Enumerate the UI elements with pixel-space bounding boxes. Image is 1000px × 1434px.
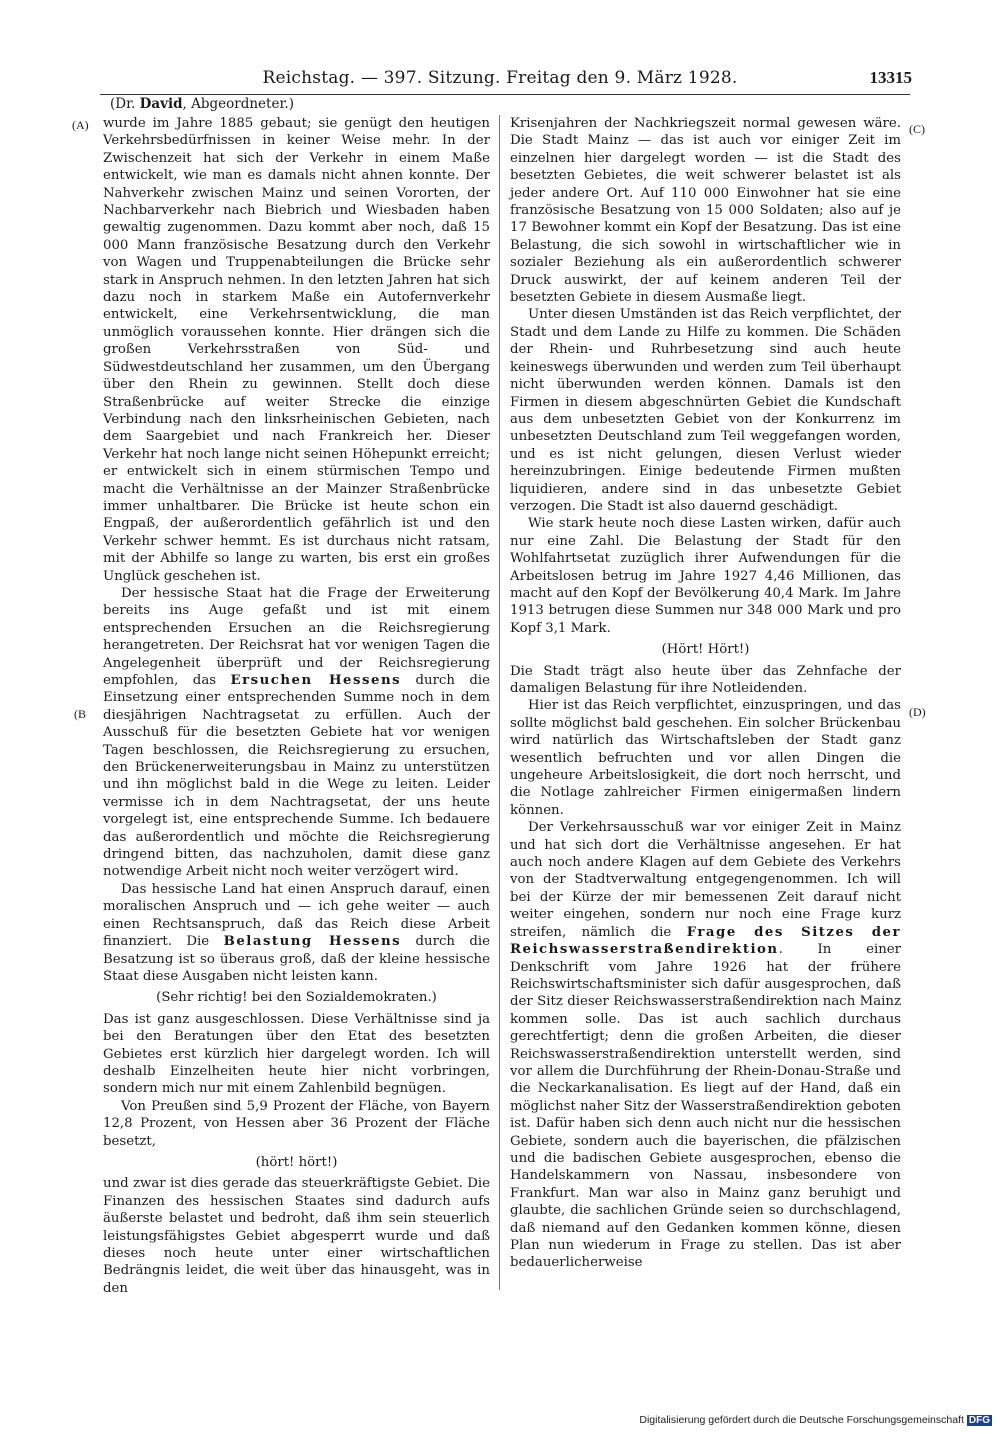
running-title: Reichstag. — 397. Sitzung. Freitag den 9. März 1928.	[262, 68, 738, 88]
right-paragraph-4: Die Stadt trägt also heute über das Zehnfache der damaligen Belastung für ihre Notleidenden.	[510, 663, 901, 696]
left-paragraph-6: und zwar ist dies gerade das steuerkräftigste Gebiet. Die Finanzen des hessischen Staates sind dadurch aufs äußerste belastet und bedroht, daß ihm sein steuerlich leistungsfähigstes Gebiet abgesperrt wurde und daß dieses noch heute unter einer wirtschaftlichen Bedrängnis leidet, die weit über das hinausgeht, was in den	[103, 1176, 490, 1296]
margin-marker-d: (D)	[909, 705, 926, 719]
interjection-hoert-hoert-right: (Hört! Hört!)	[661, 642, 750, 658]
speaker-line	[110, 96, 294, 112]
right-paragraph-5: Hier ist das Reich verpflichtet, einzuspringen, und das sollte möglichst bald geschehen. Ein solcher Brückenbau wird natürlich das Wirtschaftsleben der Stadt ganz wesentlich befruchten und vor allen Dingen die ungeheure Arbeitslosigkeit, die dort noch herrscht, und die Notlage zahlreicher Firmen einigermaßen lindern können.	[510, 698, 901, 818]
margin-marker-c: (C)	[909, 122, 925, 136]
left-paragraph-2-text-a: Der hessische Staat hat die Frage der Erweiterung bereits ins Auge gefaßt und ist mit einem entsprechenden Ersuchen an die Reichsregierung herangetreten. Der Reichsrat hat vor wenigen Tagen die Angelegenheit überprüft und der Reichsregierung empfohlen, das	[103, 585, 490, 688]
header-rule	[100, 94, 910, 95]
left-paragraph-1: wurde im Jahre 1885 gebaut; sie genügt den heutigen Verkehrsbedürfnissen in keiner Weise mehr. In der Zwischenzeit hat sich der Verkehr in einem Maße entwickelt, wie man es damals nicht ahnen konnte. Der Nahverkehr zwischen Mainz und seinen Vororten, der Nachbarverkehr nach Biebrich und Wiesbaden haben gewaltig zugenommen. Dazu kommt aber noch, daß 15 000 Mann französische Besatzung durch den Verkehr von Wagen und Truppenabteilungen die Brücke sehr stark in Anspruch nehmen. In den letzten Jahren hat sich dazu noch in starkem Maße ein Autofernverkehr entwickelt, eine Verkehrsentwicklung, die man unmöglich voraussehen konnte. Hier drängen sich die großen Verkehrsstraßen von Süd- und Südwestdeutschland her zusammen, um den Übergang über den Rhein zu gewinnen. Stellt doch diese Straßenbrücke auf weiter Strecke die einzige Verbindung nach den linksrheinischen Gebieten, nach dem Saargebiet und nach Frankreich her. Dieser Verkehr hat noch lange nicht seinen Höhepunkt erreicht; er entwickelt sich in einem stürmischen Tempo und macht die Verhältnisse an der Mainzer Straßenbrücke immer unhaltbarer. Die Brücke ist heute schon ein Engpaß, der außerordentlich gefährlich ist und den Verkehr schwer hemmt. Es ist durchaus nicht ratsam, mit der Abhilfe so lange zu warten, bis erst ein großes Unglück geschehen ist.	[103, 116, 490, 584]
right-column	[510, 115, 901, 1272]
left-paragraph-5: Von Preußen sind 5,9 Prozent der Fläche, von Bayern 12,8 Prozent, von Hessen aber 36 Prozent der Fläche besetzt,	[103, 1098, 490, 1149]
page-number: 13315	[869, 68, 912, 87]
page-header	[0, 68, 1000, 94]
dfg-logo: DFG	[968, 1415, 990, 1426]
left-paragraph-4: Das ist ganz ausgeschlossen. Diese Verhältnisse sind ja bei den Beratungen über den Etat des besetzten Gebietes erst kürzlich hier dargelegt worden. Ich will deshalb Einzelheiten heute hier nicht vorbringen, sondern mich nur mit einem Zahlenbild begnügen.	[103, 1011, 490, 1097]
emphasis-belastung-hessens: Belastung Hessens	[223, 934, 402, 950]
right-paragraph-1: Krisenjahren der Nachkriegszeit normal gewesen wäre. Die Stadt Mainz — das ist auch vor einiger Zeit im einzelnen hier dargelegt worden — ist die Stadt des besetzten Gebietes, die weit schwerer belastet ist als jeder andere Ort. Auf 110 000 Einwohner hat sie eine französische Besatzung von 15 000 Soldaten; also auf je 17 Bewohner kommt ein Kopf der Besatzung. Das ist eine Belastung, die sich sowohl in wirtschaftlicher wie in sozialer Beziehung als ein außerordentlich schwerer Druck auswirkt, der auf keinem anderen Teil der besetzten Gebiete in diesem Ausmaße liegt.	[510, 116, 901, 306]
right-paragraph-3: Wie stark heute noch diese Lasten wirken, dafür auch nur eine Zahl. Die Belastung der Stadt für den Wohlfahrtsetat zuzüglich ihrer Aufwendungen für die Arbeitslosen betrug im Jahre 1927 4,46 Millionen, das macht auf den Kopf der Bevölkerung 40,4 Mark. Im Jahre 1913 betrugen diese Summen nur 348 000 Mark und pro Kopf 3,1 Mark.	[510, 516, 901, 636]
emphasis-ersuchen-hessens: Ersuchen Hessens	[230, 673, 402, 688]
right-paragraph-6-text-a: Der Verkehrsausschuß war vor einiger Zeit in Mainz und hat sich dort die Verhältnisse angesehen. Er hat auch noch andere Klagen auf dem Gebiete des Verkehrs von der Stadtverwaltung entgegengenommen. Ich will bei der Kürze der mir bemessenen Zeit darauf nicht weiter eingehen, sondern nur noch eine Frage kurz streifen, nämlich die	[510, 820, 901, 940]
margin-marker-a: (A)	[72, 118, 89, 132]
left-column	[103, 115, 490, 1297]
column-divider	[499, 115, 500, 1290]
left-paragraph-2-text-c: durch die Einsetzung einer entsprechenden Summe noch in dem diesjährigen Nachtragsetat zu erfüllen. Auch der Ausschuß für die besetzten Gebiete hat vor wenigen Tagen beschlossen, die Reichsregierung zu ersuchen, den Brückenerweiterungsbau in Mainz zu unterstützen und ihn möglichst bald in die Wege zu leiten. Leider vermisse ich in dem Nachtragsetat, der uns heute vorgelegt ist, eine entsprechende Summe. Ich bedauere das außerordentlich und möchte die Reichsregierung dringend bitten, das nachzuholen, damit diese ganz notwendige Arbeit nicht noch weiter verzögert wird.	[103, 673, 490, 880]
margin-marker-b: (B	[74, 707, 86, 721]
left-paragraph-3-text-c: durch die Besatzung ist so überaus groß, daß der kleine hessische Staat diese Ausgaben nicht leisten kann.	[103, 934, 491, 984]
interjection-sehr-richtig: (Sehr richtig! bei den Sozialdemokraten.)	[156, 990, 437, 1006]
left-paragraph-2	[103, 585, 490, 881]
left-paragraph-3	[103, 881, 490, 985]
footer-credit	[639, 1414, 992, 1426]
speaker-suffix: , Abgeordneter.)	[182, 96, 294, 112]
footer-text: Digitalisierung gefördert durch die Deutsche Forschungsgemeinschaft	[639, 1414, 964, 1426]
emphasis-reichswasserstrassendirektion: Frage des Sitzes der Reichswasserstraßendirektion	[510, 924, 901, 958]
speaker-prefix: (Dr.	[110, 96, 140, 112]
speaker-name: David	[139, 96, 183, 112]
right-paragraph-2: Unter diesen Umständen ist das Reich verpflichtet, der Stadt und dem Lande zu Hilfe zu kommen. Die Schäden der Rhein- und Ruhrbesetzung sind auch heute keineswegs überwunden und werden zum Teil überhaupt nicht überwunden werden können. Damals ist den Firmen in diesem abgeschnürten Gebiet die Kundschaft aus dem unbesetzten Gebiet von der Konkurrenz im unbesetzten Deutschland zum Teil weggefangen worden, und es ist nicht gelungen, diesen Verlust wieder hereinzubringen. Einige bedeutende Firmen mußten liquidieren, andere sind in das unbesetzte Gebiet verzogen. Die Stadt ist also dauernd geschädigt.	[510, 307, 901, 514]
right-paragraph-6-text-c: . In einer Denkschrift vom Jahre 1926 hat der frühere Reichswirtschaftsminister sich dafür ausgesprochen, daß der Sitz dieser Reichswasserstraßendirektion nach Mainz kommen solle. Das ist auch sachlich durchaus gerechtfertigt; denn die großen Arbeiten, die dieser Reichswasserstraßendirektion unterstellt werden, sind vor allem die Durchführung der Rhein-Donau-Straße und die Neckarkanalisation. Es liegt auf der Hand, daß ein möglichst naher Sitz der Wasserstraßendirektion geboten ist. Dafür haben sich denn auch nicht nur die hessischen Gebiete, sondern auch die bayerischen, die pfälzischen und die badischen Gebiete ausgesprochen, ebenso die Handelskammern von Nassau, insbesondere von Frankfurt. Man war also in Mainz ganz beruhigt und glaubte, die sachlichen Gründe seien so durchschlagend, daß niemand auf den Gedanken kommen könne, diesen Plan nun wiederum in Frage zu stellen. Das ist aber bedauerlicherweise	[510, 942, 901, 1271]
interjection-hoert-hoert-left: (hört! hört!)	[255, 1154, 338, 1170]
right-paragraph-6	[510, 819, 901, 1272]
left-paragraph-3-text-a: Das hessische Land hat einen Anspruch darauf, einen moralischen Anspruch und — ich gehe weiter — auch einen Rechtsanspruch, daß das Reich diese Arbeit finanziert. Die	[103, 881, 490, 950]
